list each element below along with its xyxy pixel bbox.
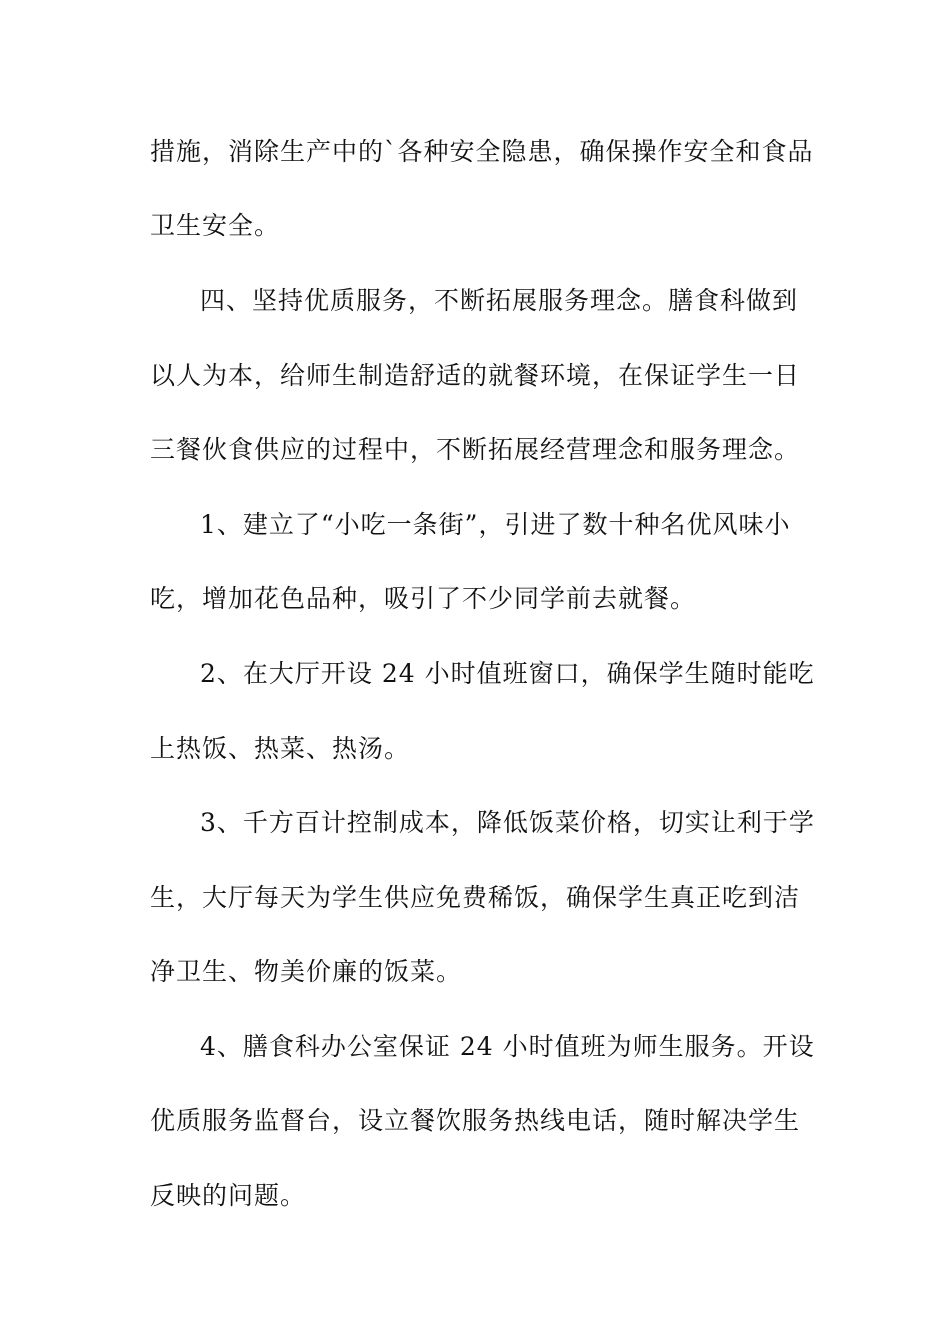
paragraph-start-line: 四、坚持优质服务，不断拓展服务理念。膳食科做到 <box>200 286 799 315</box>
text-line: 措施，消除生产中的`各种安全隐患，确保操作安全和食品 <box>150 137 814 166</box>
paragraph-start-line: 2、在大厅开设 24 小时值班窗口，确保学生随时能吃 <box>200 659 815 688</box>
text-line: 上热饭、热菜、热汤。 <box>150 734 411 763</box>
paragraph-start-line: 3、千方百计控制成本，降低饭菜价格，切实让利于学 <box>200 808 815 837</box>
paragraph-start-line: 1、建立了“小吃一条街”，引进了数十种名优风味小 <box>200 510 791 539</box>
paragraph-start-line: 4、膳食科办公室保证 24 小时值班为师生服务。开设 <box>200 1032 815 1061</box>
text-line: 以人为本，给师生制造舒适的就餐环境，在保证学生一日 <box>150 361 801 390</box>
text-line: 反映的问题。 <box>150 1181 307 1210</box>
text-line: 卫生安全。 <box>150 211 281 240</box>
text-line: 优质服务监督台，设立餐饮服务热线电话，随时解决学生 <box>150 1106 801 1135</box>
text-line: 吃，增加花色品种，吸引了不少同学前去就餐。 <box>150 584 697 613</box>
text-line: 三餐伙食供应的过程中，不断拓展经营理念和服务理念。 <box>150 435 801 464</box>
text-line: 净卫生、物美价廉的饭菜。 <box>150 957 463 986</box>
text-line: 生，大厅每天为学生供应免费稀饭，确保学生真正吃到洁 <box>150 883 801 912</box>
